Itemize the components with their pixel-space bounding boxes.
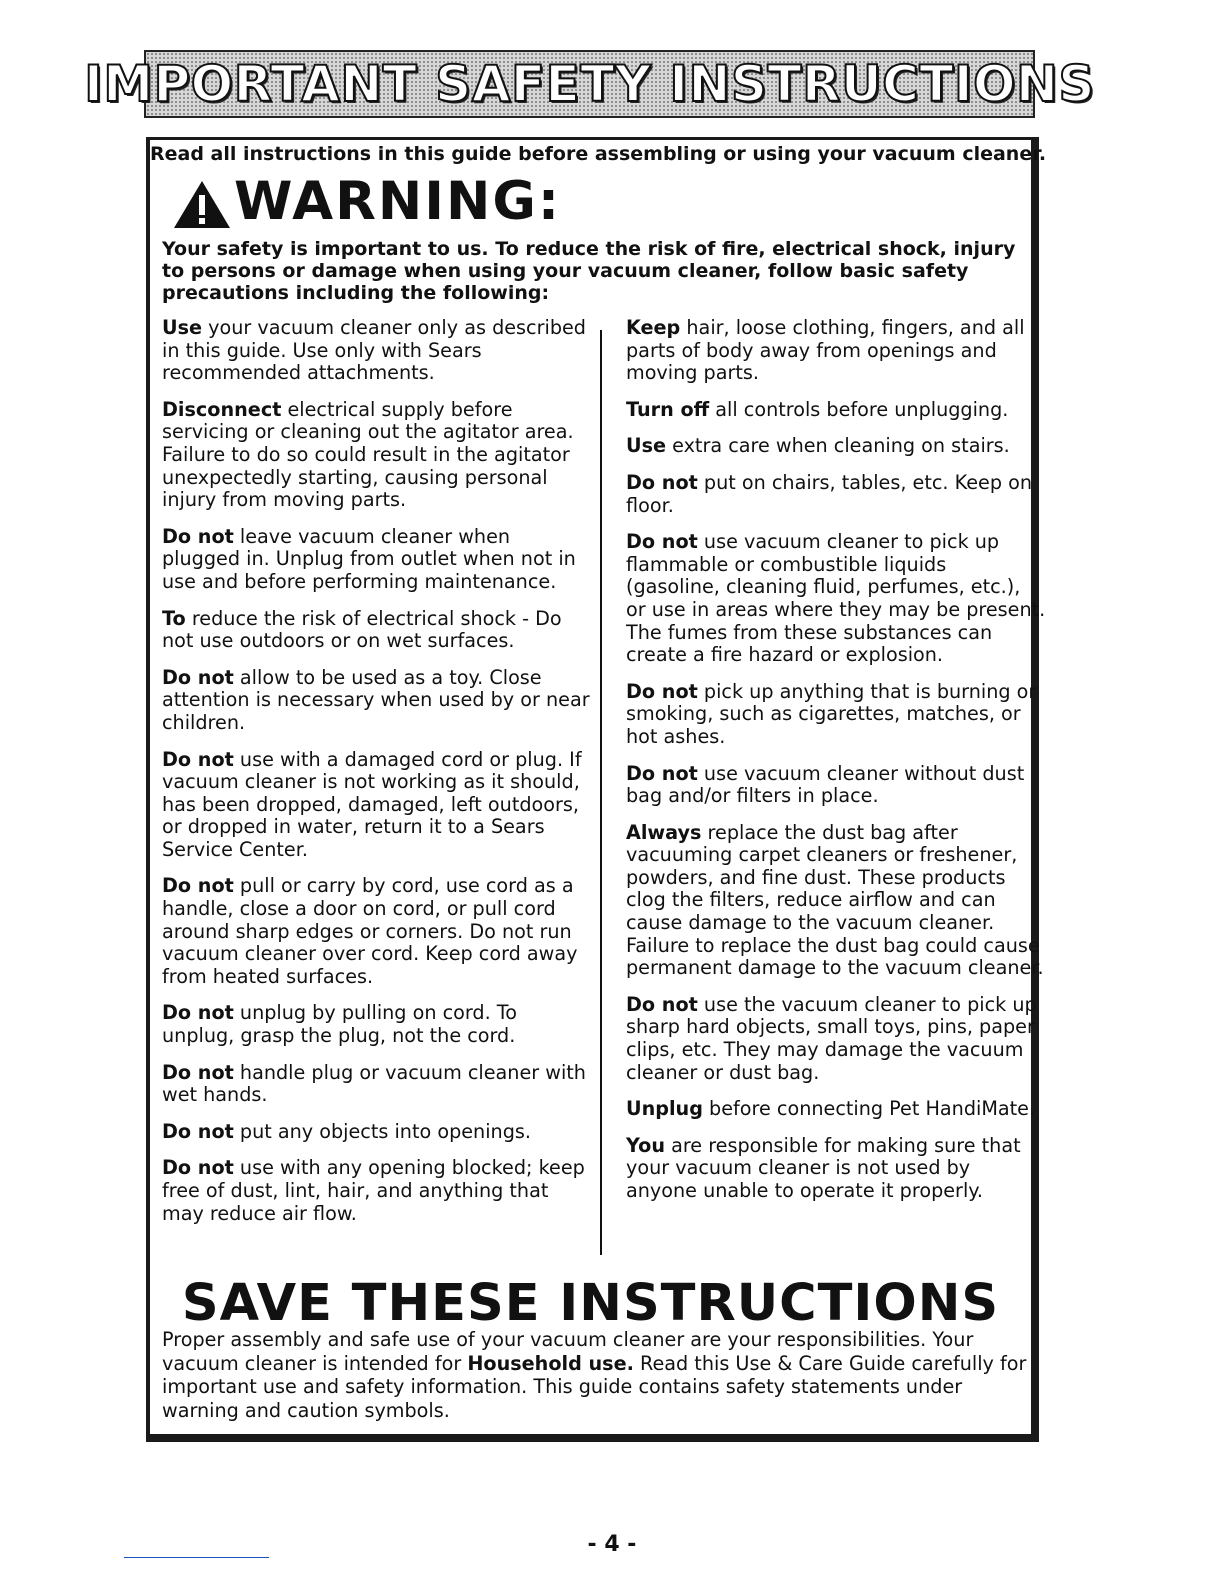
save-text-emphasis: Household use. (467, 1351, 634, 1375)
instruction-item (162, 1062, 594, 1107)
instruction-text: extra care when cleaning on stairs. (666, 434, 1010, 458)
instruction-text: put any objects into openings. (233, 1119, 531, 1143)
column-divider (600, 330, 602, 1255)
instruction-text: unplug by pulling on cord. To unplug, grasp the plug, not the cord. (162, 1001, 518, 1048)
intro-text: Read all instructions in this guide before assembling or using your vacuum cleaner. (150, 143, 1047, 165)
instruction-lead: Use (626, 434, 667, 458)
instruction-text: use vacuum cleaner to pick up flammable or combustible liquids (gasoline, cleaning fluid, perfumes, etc.), or use in areas where they may be present. The fumes from these substances can create a fire hazard or explosion. (626, 530, 1046, 667)
instruction-text: your vacuum cleaner only as described in this guide. Use only with Sears recommended attachments. (162, 316, 586, 385)
page-number: - 4 - (587, 1532, 637, 1557)
instruction-text: electrical supply before servicing or cleaning out the agitator area. Failure to do so could result in the agitator unexpectedly starting, causing personal injury from moving parts. (162, 397, 574, 512)
instruction-text: leave vacuum cleaner when plugged in. Unplug from outlet when not in use and before performing maintenance. (162, 524, 576, 593)
warning-triangle-icon (172, 178, 232, 230)
instruction-item (626, 317, 1046, 385)
warning-heading (172, 172, 561, 230)
instruction-text: put on chairs, tables, etc. Keep on floor. (626, 470, 1033, 517)
footer-rule (124, 1557, 269, 1558)
instruction-item (626, 994, 1046, 1084)
instruction-lead: Do not (626, 470, 698, 494)
title-banner (84, 50, 1095, 118)
instruction-lead: Do not (162, 747, 234, 771)
instruction-lead: Do not (162, 524, 234, 548)
instruction-lead: Do not (626, 992, 698, 1016)
instruction-text: reduce the risk of electrical shock - Do not use outdoors or on wet surfaces. (162, 606, 562, 653)
instruction-item (162, 526, 594, 594)
save-text-part-1: Proper assembly and safe use of your vacuum cleaner are your responsibilities. Your vacuum cleaner is intended for (162, 1328, 974, 1375)
instruction-lead: Do not (626, 530, 698, 554)
instruction-lead: You (626, 1133, 665, 1157)
instruction-item (626, 822, 1046, 980)
instruction-lead: Use (162, 316, 203, 339)
instruction-item (626, 531, 1046, 667)
warning-title: WARNING: (234, 170, 562, 232)
instruction-item (626, 1135, 1046, 1203)
instruction-text: use vacuum cleaner without dust bag and/or filters in place. (626, 761, 1025, 808)
instruction-text: use with any opening blocked; keep free of dust, lint, hair, and anything that may reduce air flow. (162, 1156, 585, 1225)
instruction-lead: Always (626, 820, 702, 844)
instruction-lead: Keep (626, 316, 681, 339)
instruction-lead: Turn off (626, 397, 710, 421)
left-instructions-column (162, 317, 594, 1239)
instruction-item (162, 608, 594, 653)
instruction-text: handle plug or vacuum cleaner with wet hands. (162, 1060, 586, 1107)
instruction-lead: Do not (162, 1119, 234, 1143)
instruction-text: before connecting Pet HandiMate. (702, 1097, 1036, 1121)
instruction-item (162, 667, 594, 735)
instruction-lead: Do not (162, 1156, 234, 1180)
instruction-lead: Do not (162, 874, 234, 898)
instruction-item (162, 317, 594, 385)
instruction-item (162, 1002, 594, 1047)
instruction-lead: Disconnect (162, 397, 282, 421)
save-instructions-text (162, 1328, 1027, 1422)
instruction-text: pull or carry by cord, use cord as a handle, close a door on cord, or pull cord around sharp edges or corners. Do not run vacuum cleaner over cord. Keep cord away from heated surfaces. (162, 874, 578, 988)
instruction-text: use the vacuum cleaner to pick up sharp hard objects, small toys, pins, paper clips, etc. They may damage the vacuum cleaner or dust bag. (626, 992, 1037, 1084)
instruction-text: pick up anything that is burning or smoking, such as cigarettes, matches, or hot ashes. (626, 679, 1037, 748)
page-title: IMPORTANT SAFETY INSTRUCTIONS (84, 55, 1095, 113)
instruction-text: hair, loose clothing, fingers, and all parts of body away from openings and moving parts. (626, 316, 1025, 385)
instruction-item (626, 472, 1046, 517)
right-instructions-column (626, 317, 1046, 1217)
instruction-item (162, 1157, 594, 1225)
instruction-item (162, 875, 594, 988)
instruction-text: allow to be used as a toy. Close attention is necessary when used by or near children. (162, 665, 590, 734)
instruction-text: replace the dust bag after vacuuming carpet cleaners or freshener, powders, and fine dust. These products clog the filters, reduce airflow and can cause damage to the vacuum cleaner. Failure to replace the dust bag could cause permanent damage to the vacuum cleaner. (626, 820, 1044, 980)
save-instructions-heading: SAVE THESE INSTRUCTIONS (181, 1274, 1000, 1333)
instruction-lead: Do not (162, 665, 234, 689)
instruction-text: all controls before unplugging. (709, 397, 1009, 421)
instruction-item (162, 1121, 594, 1144)
instruction-lead: Do not (162, 1060, 234, 1084)
instruction-item (626, 763, 1046, 808)
instruction-item (162, 399, 594, 512)
instruction-item (162, 749, 594, 862)
save-text-part-2: Read this Use & Care Guide carefully for important use and safety information. This guide contains safety statements under warning and caution symbols. (162, 1351, 1027, 1422)
instruction-item (626, 399, 1046, 422)
instruction-lead: To (162, 606, 186, 630)
warning-text: Your safety is important to us. To reduce the risk of fire, electrical shock, injury to persons or damage when using your vacuum cleaner, follow basic safety precautions including the following: (162, 238, 1016, 304)
instruction-lead: Do not (162, 1001, 234, 1025)
instruction-lead: Unplug (626, 1097, 703, 1121)
instruction-text: use with a damaged cord or plug. If vacuum cleaner is not working as it should, has been dropped, damaged, left outdoors, or dropped in water, return it to a Sears Service Center. (162, 747, 582, 861)
instruction-item (626, 1098, 1046, 1121)
instruction-lead: Do not (626, 761, 698, 785)
instruction-item (626, 435, 1046, 458)
instruction-item (626, 681, 1046, 749)
instruction-text: are responsible for making sure that your vacuum cleaner is not used by anyone unable to operate it properly. (626, 1133, 1021, 1202)
instruction-lead: Do not (626, 679, 698, 703)
